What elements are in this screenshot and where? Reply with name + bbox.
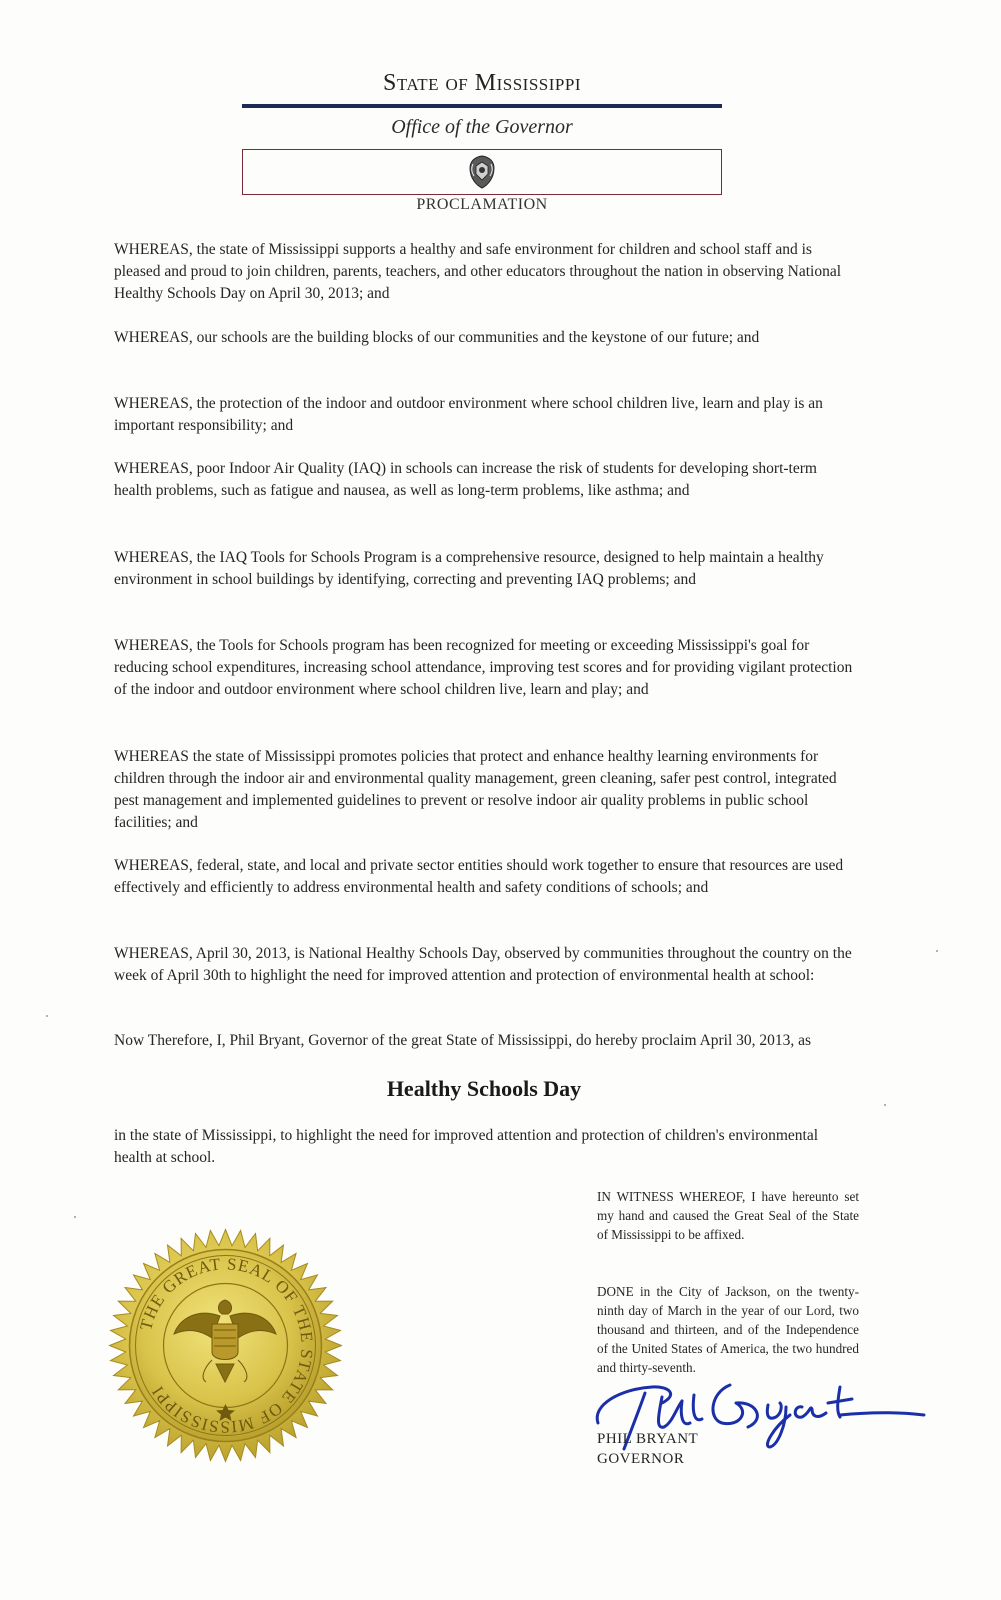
- great-seal: [108, 1228, 343, 1463]
- whereas-paragraph: WHEREAS, the protection of the indoor and outdoor environment where school children live, learn and play is an important responsibility; and: [114, 395, 823, 434]
- proclamation-statement: Now Therefore, I, Phil Bryant, Governor of the great State of Mississippi, do hereby proclaim April 30, 2013, as: [114, 1032, 812, 1049]
- witness-statement: IN WITNESS WHEREOF, I have hereunto set my hand and caused the Great Seal of the State of Mississippi to be affixed.: [597, 1189, 859, 1242]
- office-heading: Office of the Governor: [391, 116, 573, 138]
- letterhead-rule: [242, 104, 722, 108]
- whereas-paragraph: WHEREAS, poor Indoor Air Quality (IAQ) in schools can increase the risk of students for developing short-term health problems, such as fatigue and nausea, as well as long-term problems, like asthma; and: [114, 460, 817, 499]
- closing-paragraph: in the state of Mississippi, to highlight the need for improved attention and protection of children's environmental health at school.: [114, 1127, 819, 1166]
- proclaimed-day-title: Healthy Schools Day: [386, 1076, 582, 1101]
- whereas-paragraph: WHEREAS, April 30, 2013, is National Healthy Schools Day, observed by communities throughout the country on the week of April 30th to highlight the need for improved attention and protection of environmental health at school:: [114, 945, 852, 984]
- done-statement: DONE in the City of Jackson, on the twenty-ninth day of March in the year of our Lord, two thousand and thirteen, and of the Independence of the United States of America, the two hundred and thirty-seventh.: [597, 1284, 859, 1375]
- seal-text: THE GREAT SEAL OF THE STATE OF MISSISSIPPI: [136, 1254, 317, 1437]
- state-heading: State of Mississippi: [383, 70, 581, 96]
- whereas-paragraph: WHEREAS, our schools are the building blocks of our communities and the keystone of our future; and: [114, 329, 760, 346]
- whereas-paragraph: WHEREAS, the IAQ Tools for Schools Program is a comprehensive resource, designed to help maintain a healthy environment in school buildings by identifying, correcting and preventing IAQ problems; and: [114, 549, 824, 588]
- signatory-title: GOVERNOR: [597, 1451, 685, 1467]
- scan-speck: [46, 1015, 48, 1017]
- scan-speck: [884, 1104, 886, 1106]
- signatory-name: PHIL BRYANT: [597, 1431, 699, 1447]
- whereas-paragraph: WHEREAS the state of Mississippi promotes policies that protect and enhance healthy learning environments for children through the indoor air and environmental quality management, green cleaning, safer pest control, integrated pest management and implemented guidelines to prevent or resolve indoor air quality problems in public school facilities; and: [114, 748, 837, 831]
- whereas-paragraph: WHEREAS, the Tools for Schools program has been recognized for meeting or exceeding Mississippi's goal for reducing school expenditures, increasing school attendance, improving test scores and for providing vigilant protection of the indoor and outdoor environment where school children live, learn and play; and: [114, 637, 853, 698]
- whereas-paragraph: WHEREAS, the state of Mississippi supports a healthy and safe environment for children and school staff and is pleased and proud to join children, parents, teachers, and other educators throughout the nation in observing National Healthy Schools Day on April 30, 2013; and: [114, 241, 842, 302]
- document-type: PROCLAMATION: [416, 196, 548, 213]
- state-emblem-icon: [467, 154, 497, 190]
- whereas-paragraph: WHEREAS, federal, state, and local and private sector entities should work together to ensure that resources are used effectively and efficiently to address environmental health and safety conditions of schools; and: [114, 857, 844, 896]
- scan-speck: [74, 1216, 76, 1218]
- scan-speck: [936, 950, 938, 952]
